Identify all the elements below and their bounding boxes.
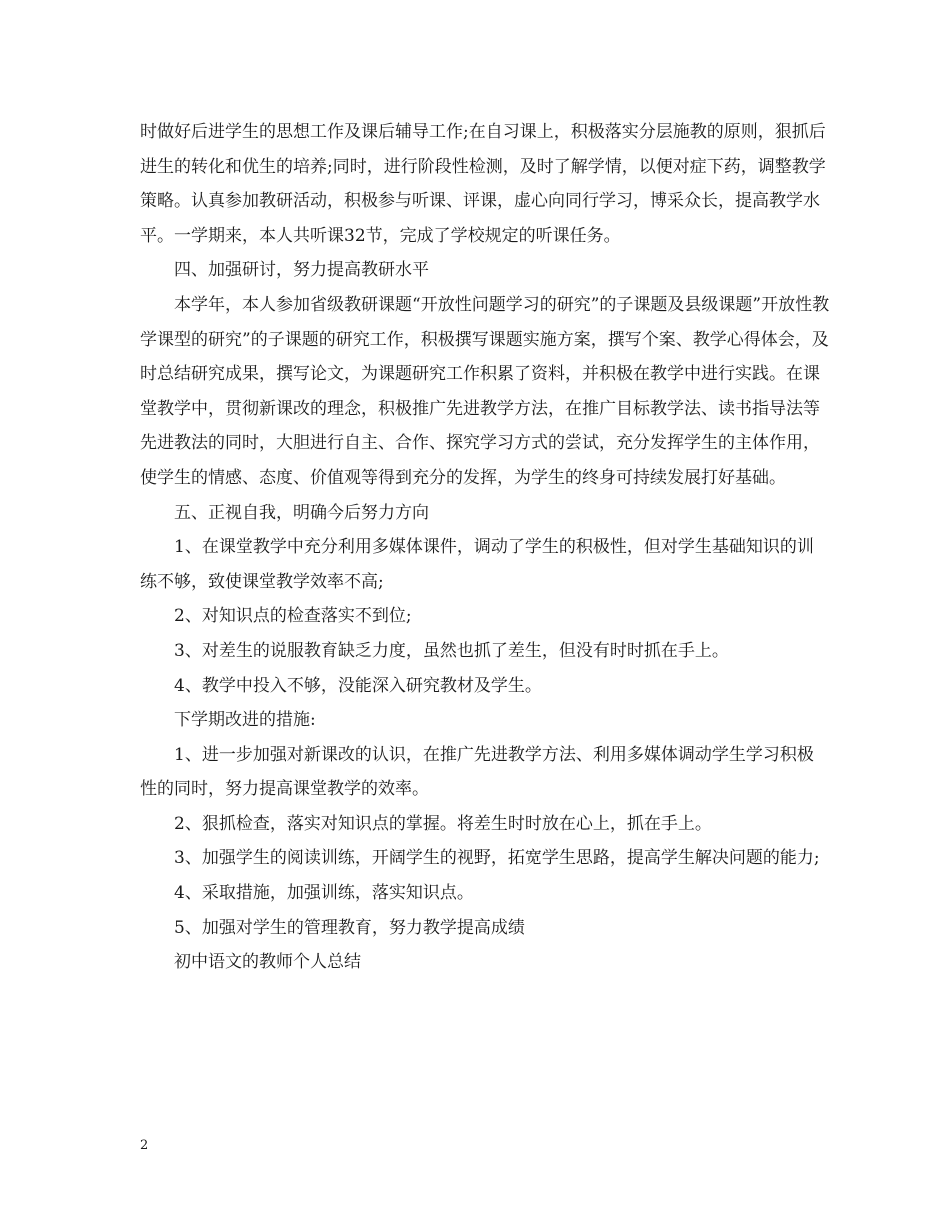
paragraph: 时做好后进学生的思想工作及课后辅导工作;在自习课上，积极落实分层施教的原则，狠抓后进生的转化和优生的培养;同时，进行阶段性检测，及时了解学情，以便对症下药，调整教学策略。认真参加教研活动，积极参与听课、评课，虚心向同行学习，博采众长，提高教学水平。一学期来，本人共听课32节，完成了学校规定的听课任务。 (140, 122, 826, 246)
list-item: 5、加强对学生的管理教育，努力教学提高成绩 (174, 917, 525, 938)
paragraph: 本学年，本人参加省级教研课题“开放性问题学习的研究”的子课题及县级课题”开放性教学课型的研究”的子课题的研究工作，积极撰写课题实施方案，撰写个案、教学心得体会，及时总结研究成果，撰写论文，为课题研究工作积累了资料，并积极在教学中进行实践。在课堂教学中，贯彻新课改的理念，积极推广先进教学方法，在推广目标教学法、读书指导法等先进教法的同时，大胆进行自主、合作、探究学习方式的尝试，充分发挥学生的主体作用，使学生的情感、态度、价值观等得到充分的发挥，为学生的终身可持续发展打好基础。 (140, 294, 830, 488)
list-item: 1、在课堂教学中充分利用多媒体课件，调动了学生的积极性，但对学生基础知识的训练不够，致使课堂教学效率不高; (140, 537, 814, 592)
section-heading: 四、加强研讨，努力提高教研水平 (174, 260, 429, 281)
subheading: 下学期改进的措施: (174, 710, 316, 731)
document-body (140, 115, 830, 980)
section-heading: 五、正视自我，明确今后努力方向 (174, 502, 429, 523)
list-item: 1、进一步加强对新课改的认识，在推广先进教学方法、利用多媒体调动学生学习积极性的同时，努力提高课堂教学的效率。 (140, 744, 814, 800)
list-item: 3、对差生的说服教育缺乏力度，虽然也抓了差生，但没有时时抓在手上。 (174, 640, 729, 661)
page-number: 2 (140, 1138, 149, 1153)
list-item: 2、狠抓检查，落实对知识点的掌握。将差生时时放在心上，抓在手上。 (174, 813, 712, 834)
list-item: 4、教学中投入不够，没能深入研究教材及学生。 (174, 675, 542, 696)
list-item: 3、加强学生的阅读训练，开阔学生的视野，拓宽学生思路，提高学生解决问题的能力; (174, 848, 820, 869)
closing-title: 初中语文的教师个人总结 (174, 952, 361, 973)
list-item: 2、对知识点的检查落实不到位; (174, 606, 412, 627)
list-item: 4、采取措施，加强训练，落实知识点。 (174, 883, 474, 904)
